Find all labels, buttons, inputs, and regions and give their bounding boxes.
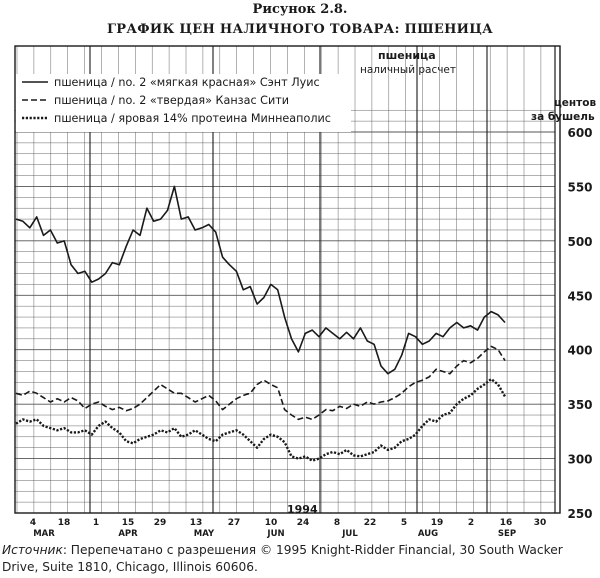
price-tick-label: 250 bbox=[567, 507, 593, 521]
price-tick-label: 500 bbox=[567, 234, 593, 249]
day-tick-label: 10 bbox=[264, 518, 278, 528]
series-line-dashed bbox=[16, 346, 505, 419]
day-tick-label: 15 bbox=[121, 518, 135, 528]
day-tick-label: 30 bbox=[533, 518, 547, 528]
day-tick-label: 29 bbox=[153, 518, 167, 528]
month-label: JUN bbox=[267, 529, 285, 539]
month-label: MAR bbox=[33, 529, 55, 539]
month-label: MAY bbox=[193, 529, 215, 539]
price-tick-label: 550 bbox=[567, 180, 593, 195]
unit-label-line1: центов bbox=[554, 97, 597, 109]
source-note bbox=[2, 542, 600, 576]
day-tick-label: 18 bbox=[57, 518, 71, 528]
price-tick-label: 300 bbox=[567, 452, 593, 467]
day-tick-label: 16 bbox=[499, 518, 513, 528]
month-label: SEP bbox=[497, 529, 517, 539]
series-layer bbox=[16, 186, 505, 460]
price-tick-label: 450 bbox=[567, 289, 593, 304]
day-tick-label: 1 bbox=[92, 518, 100, 528]
day-tick-label: 22 bbox=[363, 518, 377, 528]
legend-label: пшеница / no. 2 «мягкая красная» Сэнт Луис bbox=[54, 76, 320, 89]
price-tick-label: 350 bbox=[567, 398, 593, 413]
month-label: JUL bbox=[342, 529, 358, 539]
day-tick-label: 24 bbox=[296, 518, 310, 528]
tick-labels bbox=[30, 126, 593, 539]
legend-label: пшеница / no. 2 «твердая» Канзас Сити bbox=[54, 94, 290, 107]
year-label: 1994 bbox=[287, 503, 318, 516]
price-tick-label: 400 bbox=[567, 343, 593, 358]
source-text: : Перепечатано с разрешения © 1995 Knight-Ridder Financial, 30 South Wacker Drive, Suite 1810, Chicago, Illinois 60606. bbox=[2, 543, 563, 574]
inset-title: пшеница bbox=[378, 49, 436, 62]
day-tick-label: 8 bbox=[333, 518, 341, 528]
unit-label-line2: за бушель bbox=[531, 111, 595, 123]
day-tick-label: 13 bbox=[189, 518, 203, 528]
source-prefix: Источник bbox=[2, 543, 63, 557]
series-line-solid bbox=[16, 186, 505, 373]
day-tick-label: 19 bbox=[430, 518, 444, 528]
series-line-dotted bbox=[16, 379, 505, 461]
inset-subtitle: наличный расчет bbox=[360, 64, 457, 76]
chart-title: ГРАФИК ЦЕН НАЛИЧНОГО ТОВАРА: ПШЕНИЦА bbox=[107, 22, 493, 37]
legend-label: пшеница / яровая 14% протеина Миннеаполис bbox=[54, 112, 331, 125]
month-label: AUG bbox=[417, 529, 439, 539]
day-tick-label: 4 bbox=[29, 518, 37, 528]
day-tick-label: 27 bbox=[227, 518, 241, 528]
figure-label: Рисунок 2.8. bbox=[252, 2, 348, 17]
legend bbox=[16, 74, 351, 132]
day-tick-label: 5 bbox=[400, 518, 408, 528]
month-label: APR bbox=[118, 529, 138, 539]
day-tick-label: 2 bbox=[467, 518, 475, 528]
price-tick-label: 600 bbox=[567, 126, 593, 140]
